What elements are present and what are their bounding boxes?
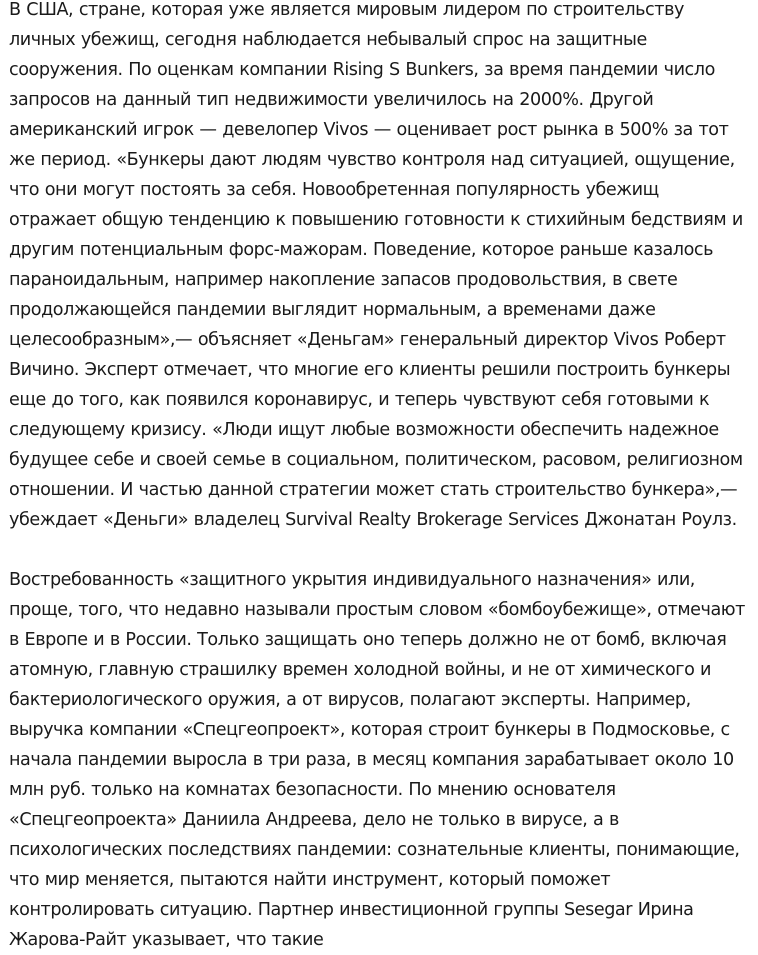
article-paragraph-1: В США, стране, которая уже является мировым лидером по строительству личных убежищ, сегодня наблюдается небывалый спрос на защитные сооружения. По оценкам компании Rising S Bunkers, за время пандемии число запросов на данный тип недвижимости увеличилось на 2000%. Другой американский игрок — девелопер Vivos — оценивает рост рынка в 500% за тот же период. «Бункеры дают людям чувство контроля над ситуацией, ощущение, что они могут постоять за себя. Новообретенная популярность убежищ отражает общую тенденцию к повышению готовности к стихийным бедствиям и другим потенциальным форс-мажорам. Поведение, которое раньше казалось параноидальным, например накопление запасов продовольствия, в свете продолжающейся пандемии выглядит нормальным, а временами даже целесообразным»,— объясняет «Деньгам» генеральный директор Vivos Роберт Вичино. Эксперт отмечает, что многие его клиенты решили построить бункеры еще до того, как появился коронавирус, и теперь чувствуют себя готовыми к следующему кризису. «Люди ищут любые возможности обеспечить надежное будущее себе и своей семье в социальном, политическом, расовом, религиозном отношении. И частью данной стратегии может стать строительство бункера»,— убеждает «Деньги» владелец Survival Realty Brokerage Services Джонатан Роулз. <box>9 0 743 530</box>
article-paragraph-2: Востребованность «защитного укрытия индивидуального назначения» или, проще, того, что недавно называли простым словом «бомбоубежище», отмечают в Европе и в России. Только защищать оно теперь должно не от бомб, включая атомную, главную страшилку времен холодной войны, и не от химического и бактериологического оружия, а от вирусов, полагают эксперты. Например, выручка компании «Спецгеопроект», которая строит бункеры в Подмосковье, с начала пандемии выросла в три раза, в месяц компания зарабатывает около 10 млн руб. только на комнатах безопасности. По мнению основателя «Спецгеопроекта» Даниила Андреева, дело не только в вирусе, а в психологических последствиях пандемии: сознательные клиенты, понимающие, что мир меняется, пытаются найти инструмент, который поможет контролировать ситуацию. Партнер инвестиционной группы Sesegar Ирина Жарова-Райт указывает, что такие <box>9 570 745 950</box>
article-body <box>9 0 749 955</box>
